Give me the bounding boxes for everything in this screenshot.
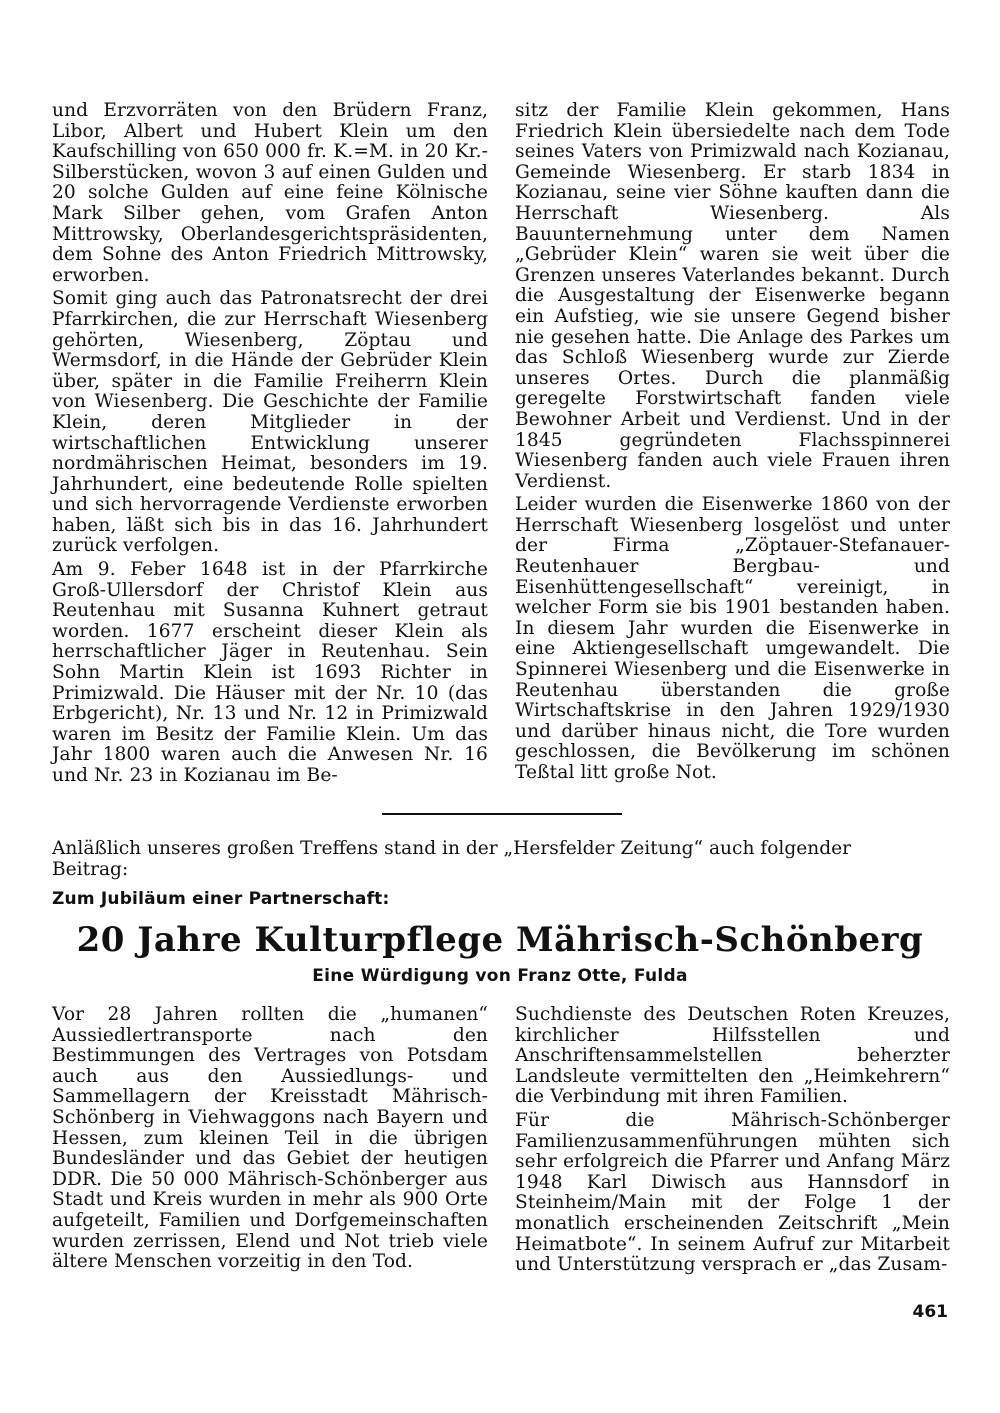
paragraph: Vor 28 Jahren rollten die „humanen“ Aussiedlertransporte nach den Bestimmungen des Vertrages von Potsdam auch aus den Aussiedlungs- und Sammellagern der Kreisstadt Mährisch-Schönberg in Viehwaggons nach Bayern und Hessen, zum kleinen Teil in die übrigen Bundesländer und das Gebiet der heutigen DDR. Die 50 000 Mährisch-Schönberger aus Stadt und Kreis wurden in mehr als 900 Orte aufgeteilt, Familien und Dorfgemeinschaften wurden zerrissen, Elend und Not trieb viele ältere Menschen vorzeitig in den Tod. — [52, 1004, 488, 1273]
paragraph: Am 9. Feber 1648 ist in der Pfarrkirche Groß-Ullersdorf der Christof Klein aus Reutenhau mit Susanna Kuhnert getraut worden. 1677 erscheint dieser Klein als herrschaftlicher Jäger in Reutenhau. Sein Sohn Martin Klein ist 1693 Richter in Primizwald. Die Häuser mit der Nr. 10 (das Erbgericht), Nr. 13 und Nr. 12 in Primizwald waren im Besitz der Familie Klein. Um das Jahr 1800 waren auch die Anwesen Nr. 16 und Nr. 23 in Kozianau im Be- — [52, 559, 488, 786]
paragraph: Leider wurden die Eisenwerke 1860 von der Herrschaft Wiesenberg losgelöst und unter der Firma „Zöptauer-Stefanauer-Reutenhauer Bergbau- und Eisenhüttengesellschaft“ vereinigt, in welcher Form sie bis 1901 bestanden haben. In diesem Jahr wurden die Eisenwerke in eine Aktiengesellschaft umgewandelt. Die Spinnerei Wiesenberg und die Eisenwerke in Reutenhau überstanden die große Wirtschaftskrise in den Jahren 1929/1930 und darüber hinaus nicht, die Tore wurden geschlossen, die Bevölkerung im schönen Teßtal litt große Not. — [515, 494, 950, 783]
paragraph: Somit ging auch das Patronatsrecht der drei Pfarrkirchen, die zur Herrschaft Wiesenberg gehörten, Wiesenberg, Zöptau und Wermsdorf, in die Hände der Gebrüder Klein über, später in die Familie Freiherrn Klein von Wiesenberg. Die Geschichte der Familie Klein, deren Mitglieder in der wirtschaftlichen Entwicklung unserer nordmährischen Heimat, besonders im 19. Jahrhundert, eine bedeutende Rolle spielten und sich hervorragende Verdienste erworben haben, läßt sich bis in das 16. Jahrhundert zurück verfolgen. — [52, 288, 488, 557]
intro-text: Anläßlich unseres großen Treffens stand in der „Hersfelder Zeitung“ auch folgender Beitrag: — [52, 838, 852, 880]
article-title: 20 Jahre Kulturpflege Mährisch-Schönberg — [76, 920, 924, 960]
bottom-right-column — [515, 1005, 950, 1279]
top-left-column — [52, 101, 488, 790]
top-right-column — [515, 101, 950, 787]
section-divider — [382, 813, 622, 815]
paragraph: Für die Mährisch-Schönberger Familienzusammenführungen mühten sich sehr erfolgreich die Pfarrer und Anfang März 1948 Karl Diwisch aus Hannsdorf in Steinheim/Main mit der Folge 1 der monatlich erscheinenden Zeitschrift „Mein Heimatbote“. In seinem Aufruf zur Mitarbeit und Unterstützung versprach er „das Zusam- — [515, 1109, 950, 1276]
paragraph: und Erzvorräten von den Brüdern Franz, Libor, Albert und Hubert Klein um den Kaufschilling von 650 000 fr. K.=M. in 20 Kr.-Silberstücken, wovon 3 auf einen Gulden und 20 solche Gulden auf eine feine Kölnische Mark Silber gehen, vom Grafen Anton Mittrowsky, Oberlandesgerichtspräsidenten, dem Sohne des Anton Friedrich Mittrowsky, erworben. — [52, 100, 488, 286]
bottom-left-column — [52, 1005, 488, 1276]
paragraph: sitz der Familie Klein gekommen, Hans Friedrich Klein übersiedelte nach dem Tode seines Vaters von Primizwald nach Kozianau, Gemeinde Wiesenberg. Er starb 1834 in Kozianau, seine vier Söhne kauften dann die Herrschaft Wiesenberg. Als Bauunternehmung unter dem Namen „Gebrüder Klein“ waren sie weit über die Grenzen unseres Vaterlandes bekannt. Durch die Ausgestaltung der Eisenwerke begann ein Aufstieg, wie sie unsere Gegend bisher nie gesehen hatte. Die Anlage des Parkes um das Schloß Wiesenberg wurde zur Zierde unseres Ortes. Durch die planmäßig geregelte Forstwirtschaft fanden viele Bewohner Arbeit und Verdienst. Und in der 1845 gegründeten Flachsspinnerei Wiesenberg fanden auch viele Frauen ihren Verdienst. — [515, 100, 950, 492]
section-heading: Zum Jubiläum einer Partnerschaft: — [52, 889, 390, 909]
page-number: 461 — [912, 1302, 948, 1322]
byline: Eine Würdigung von Franz Otte, Fulda — [312, 966, 688, 986]
paragraph: Suchdienste des Deutschen Roten Kreuzes, kirchlicher Hilfsstellen und Anschriftensammelstellen beherzter Landsleute vermittelten den „Heimkehrern“ die Verbindung mit ihren Familien. — [515, 1004, 950, 1108]
